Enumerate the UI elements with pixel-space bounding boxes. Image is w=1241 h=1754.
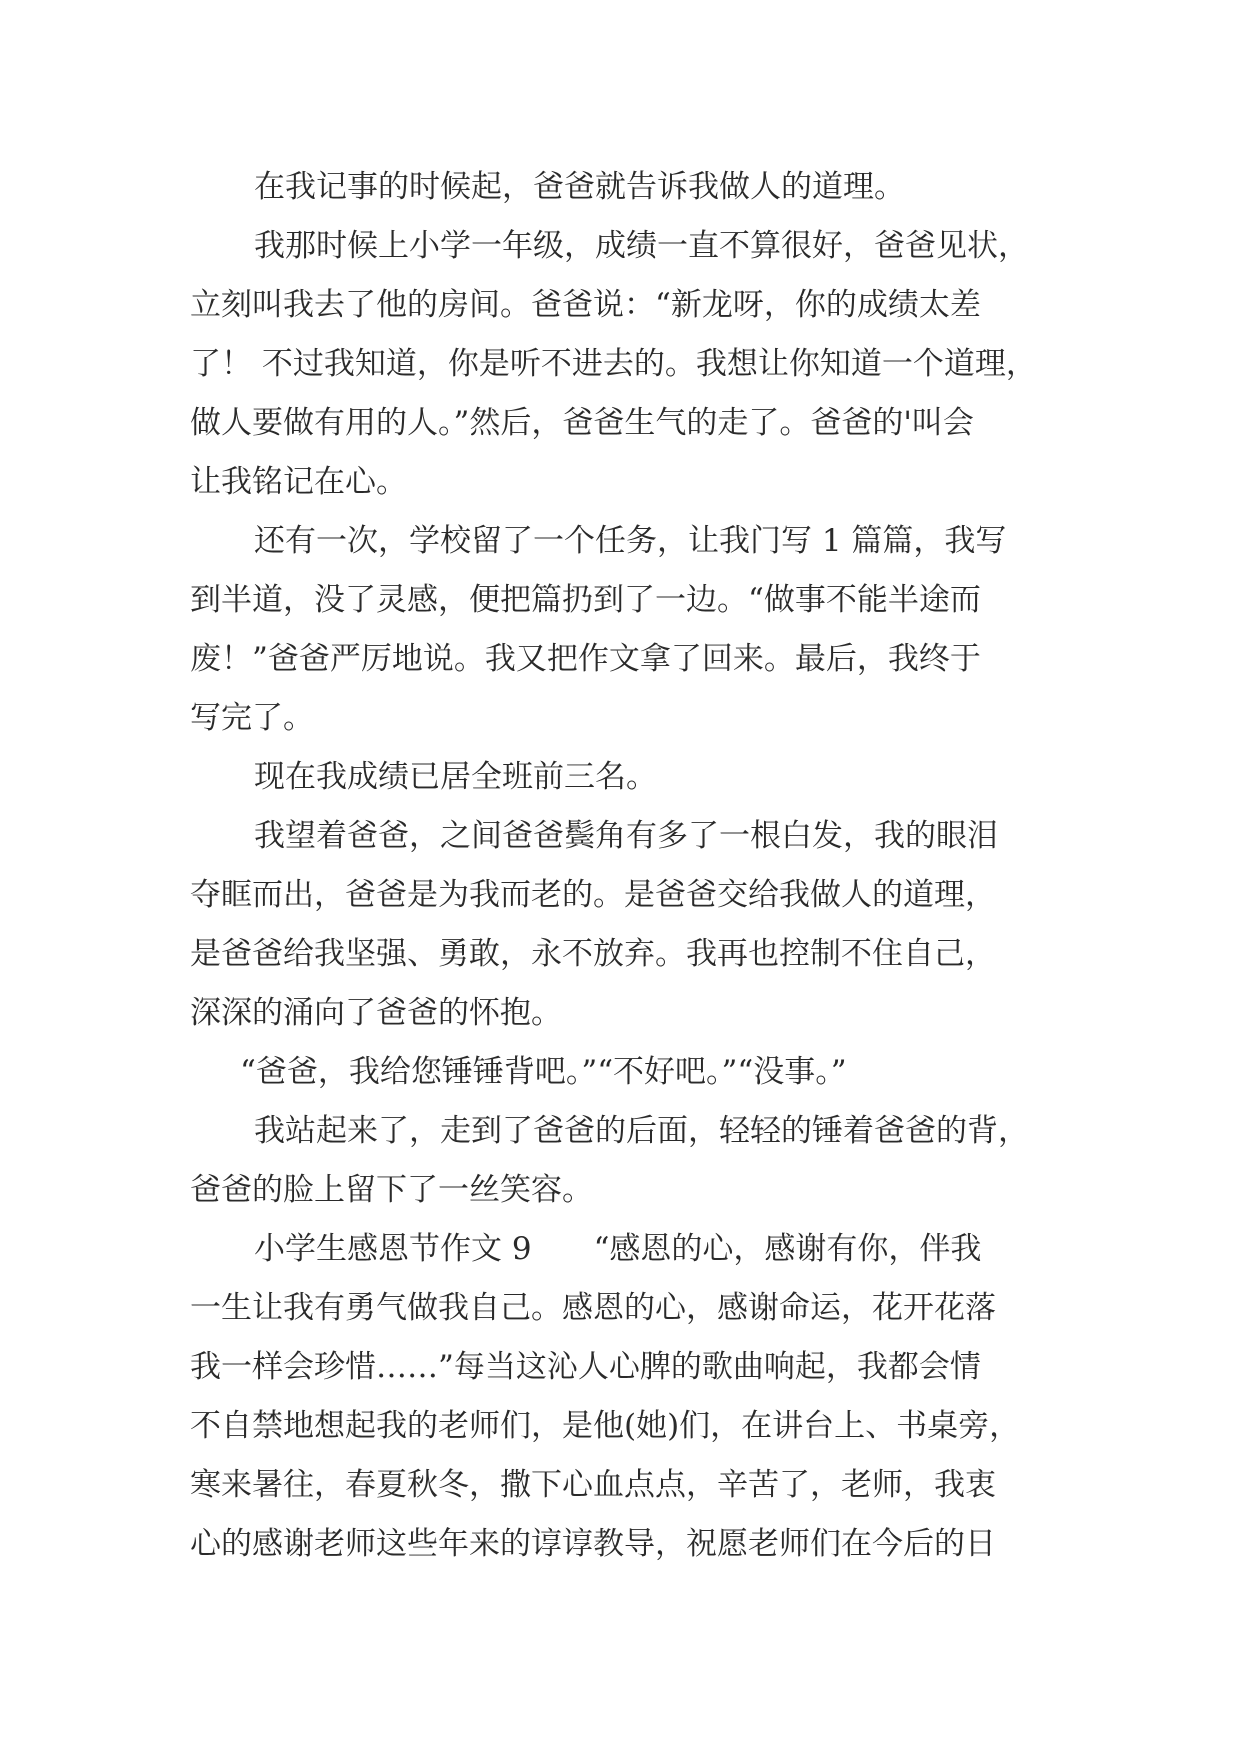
text-line: 小学生感恩节作文 9 “感恩的心，感谢有你，伴我 (254, 1231, 982, 1267)
text-line: 在我记事的时候起，爸爸就告诉我做人的道理。 (254, 169, 905, 205)
text-line: 废！”爸爸严厉地说。我又把作文拿了回来。最后，我终于 (190, 641, 981, 677)
text-line: 不自禁地想起我的老师们，是他(她)们，在讲台上、书桌旁， (190, 1408, 1021, 1444)
text-line: 让我铭记在心。 (190, 464, 407, 500)
text-line: 爸爸的脸上留下了一丝笑容。 (190, 1172, 593, 1208)
text-line: 还有一次，学校留了一个任务，让我门写 1 篇篇，我写 (254, 523, 1007, 559)
text-line: 心的感谢老师这些年来的谆谆教导，祝愿老师们在今后的日 (190, 1526, 996, 1562)
text-line: “爸爸，我给您锤锤背吧。”“不好吧。”“没事。” (240, 1054, 847, 1090)
body-text (190, 158, 1070, 1574)
text-line: 现在我成绩已居全班前三名。 (254, 759, 657, 795)
text-line: 我一样会珍惜……”每当这沁人心脾的歌曲响起，我都会情 (190, 1349, 981, 1385)
text-line: 做人要做有用的人。”然后，爸爸生气的走了。爸爸的'叫会 (190, 405, 974, 441)
text-line: 我望着爸爸，之间爸爸鬓角有多了一根白发，我的眼泪 (254, 818, 998, 854)
text-line: 了！ 不过我知道，你是听不进去的。我想让你知道一个道理， (190, 346, 1037, 382)
text-line: 一生让我有勇气做我自己。感恩的心，感谢命运，花开花落 (190, 1290, 996, 1326)
text-line: 到半道，没了灵感，便把篇扔到了一边。“做事不能半途而 (190, 582, 981, 618)
text-line: 夺眶而出，爸爸是为我而老的。是爸爸交给我做人的道理， (190, 877, 996, 913)
text-line: 写完了。 (190, 700, 314, 736)
text-line: 立刻叫我去了他的房间。爸爸说：“新龙呀，你的成绩太差 (190, 287, 981, 323)
text-line: 我站起来了，走到了爸爸的后面，轻轻的锤着爸爸的背， (254, 1113, 1029, 1149)
text-line: 深深的涌向了爸爸的怀抱。 (190, 995, 562, 1031)
text-line: 是爸爸给我坚强、勇敢，永不放弃。我再也控制不住自己， (190, 936, 996, 972)
text-line: 寒来暑往，春夏秋冬，撒下心血点点，辛苦了，老师，我衷 (190, 1467, 996, 1503)
text-line: 我那时候上小学一年级，成绩一直不算很好，爸爸见状， (254, 228, 1029, 264)
